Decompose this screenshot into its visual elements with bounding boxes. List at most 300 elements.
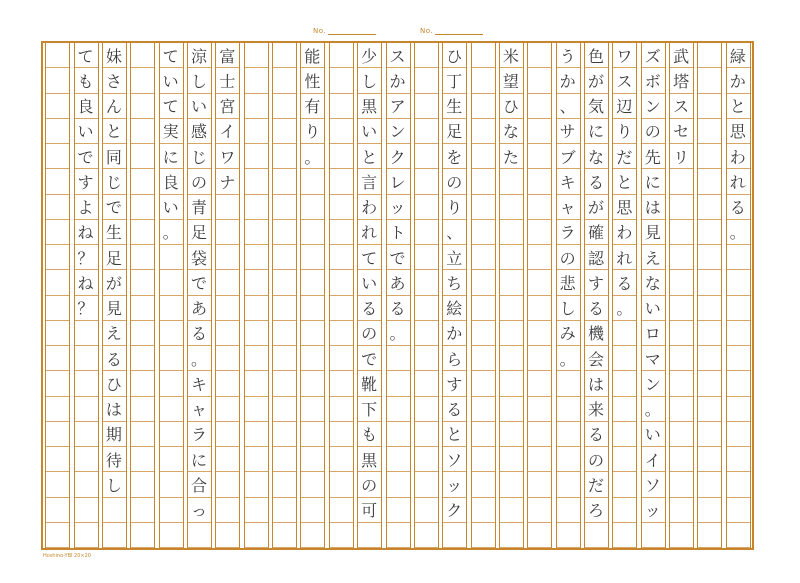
- grid-cell: [272, 119, 296, 144]
- column-rule: [471, 43, 472, 548]
- grid-cell: な: [641, 270, 665, 295]
- grid-cell: [612, 498, 636, 523]
- grid-cell: [215, 397, 239, 422]
- grid-cell: [527, 523, 551, 548]
- grid-cell: [300, 397, 324, 422]
- grid-cell: [244, 245, 268, 270]
- grid-cell: [697, 43, 721, 68]
- grid-cell: 絵: [442, 296, 466, 321]
- grid-cell: [272, 422, 296, 447]
- grid-cell: 可: [357, 498, 381, 523]
- grid-cell: 宮: [215, 94, 239, 119]
- grid-cell: 性: [300, 68, 324, 93]
- grid-cell: [527, 270, 551, 295]
- grid-cell: [669, 245, 693, 270]
- grid-cell: [159, 472, 183, 497]
- grid-cell: [499, 245, 523, 270]
- manuscript-column: [414, 43, 438, 548]
- grid-cell: [244, 422, 268, 447]
- grid-cell: [244, 371, 268, 396]
- grid-cell: ラ: [556, 220, 580, 245]
- grid-cell: [414, 397, 438, 422]
- grid-cell: [74, 346, 98, 371]
- grid-cell: リ: [669, 144, 693, 169]
- grid-cell: え: [102, 321, 126, 346]
- grid-cell: い: [357, 270, 381, 295]
- grid-cell: [215, 371, 239, 396]
- grid-cell: 足: [187, 220, 211, 245]
- grid-cell: 黒: [357, 94, 381, 119]
- grid-cell: [130, 245, 154, 270]
- grid-cell: [45, 472, 69, 497]
- grid-cell: [527, 43, 551, 68]
- grid-cell: ね: [74, 220, 98, 245]
- grid-cell: [45, 43, 69, 68]
- grid-cell: 。: [187, 346, 211, 371]
- column-rule: [126, 43, 127, 548]
- grid-cell: [45, 220, 69, 245]
- grid-cell: [612, 447, 636, 472]
- column-rule: [300, 43, 301, 548]
- grid-cell: [726, 422, 750, 447]
- grid-cell: の: [357, 321, 381, 346]
- grid-cell: ク: [386, 144, 410, 169]
- column-rule: [211, 43, 212, 548]
- manuscript-column: [612, 43, 636, 548]
- grid-cell: [329, 296, 353, 321]
- grid-cell: [669, 472, 693, 497]
- grid-cell: っ: [187, 498, 211, 523]
- grid-cell: い: [74, 119, 98, 144]
- grid-cell: [669, 169, 693, 194]
- grid-cell: [669, 422, 693, 447]
- manuscript-column: [726, 43, 750, 548]
- grid-cell: [386, 523, 410, 548]
- grid-cell: の: [442, 169, 466, 194]
- column-rule: [102, 43, 103, 548]
- grid-cell: [159, 447, 183, 472]
- column-rule: [495, 43, 496, 548]
- grid-cell: [499, 220, 523, 245]
- grid-cell: [272, 296, 296, 321]
- grid-cell: よ: [74, 195, 98, 220]
- grid-cell: ソ: [641, 472, 665, 497]
- grid-cell: [159, 498, 183, 523]
- grid-cell: ロ: [641, 321, 665, 346]
- grid-cell: [726, 447, 750, 472]
- grid-cell: [726, 498, 750, 523]
- grid-cell: [697, 447, 721, 472]
- grid-cell: [726, 523, 750, 548]
- grid-cell: [215, 447, 239, 472]
- grid-cell: ？: [74, 296, 98, 321]
- manuscript-grid: [43, 43, 752, 548]
- grid-cell: み: [556, 321, 580, 346]
- grid-cell: 、: [556, 94, 580, 119]
- grid-cell: [45, 195, 69, 220]
- column-rule: [636, 43, 637, 548]
- grid-cell: [612, 346, 636, 371]
- column-rule: [726, 43, 727, 548]
- grid-cell: て: [159, 43, 183, 68]
- grid-cell: [556, 422, 580, 447]
- grid-cell: [697, 270, 721, 295]
- column-rule: [329, 43, 330, 548]
- grid-cell: [414, 296, 438, 321]
- grid-cell: [386, 447, 410, 472]
- grid-cell: 青: [187, 195, 211, 220]
- grid-cell: [414, 68, 438, 93]
- grid-cell: [329, 220, 353, 245]
- grid-cell: か: [442, 321, 466, 346]
- grid-cell: [471, 119, 495, 144]
- grid-cell: [726, 270, 750, 295]
- grid-cell: も: [357, 422, 381, 447]
- grid-cell: [669, 270, 693, 295]
- grid-cell: り: [612, 119, 636, 144]
- grid-cell: [527, 296, 551, 321]
- grid-cell: 丁: [442, 68, 466, 93]
- grid-cell: [244, 144, 268, 169]
- grid-cell: [159, 321, 183, 346]
- grid-cell: [669, 498, 693, 523]
- grid-cell: 。: [641, 397, 665, 422]
- grid-cell: 。: [726, 220, 750, 245]
- grid-cell: し: [187, 68, 211, 93]
- header-field-2-label: No.: [420, 27, 434, 35]
- grid-cell: [414, 422, 438, 447]
- grid-cell: の: [187, 169, 211, 194]
- grid-cell: か: [726, 68, 750, 93]
- grid-cell: [244, 270, 268, 295]
- grid-cell: [272, 447, 296, 472]
- grid-cell: に: [159, 144, 183, 169]
- grid-cell: [471, 422, 495, 447]
- grid-cell: い: [641, 422, 665, 447]
- grid-cell: な: [499, 119, 523, 144]
- column-rule: [215, 43, 216, 548]
- grid-cell: [471, 523, 495, 548]
- grid-cell: [215, 195, 239, 220]
- manuscript-column: [527, 43, 551, 548]
- grid-cell: 言: [357, 169, 381, 194]
- grid-cell: [329, 43, 353, 68]
- manuscript-column: [386, 43, 410, 548]
- grid-cell: [471, 43, 495, 68]
- grid-cell: [499, 371, 523, 396]
- grid-cell: [527, 144, 551, 169]
- grid-cell: [697, 296, 721, 321]
- grid-cell: [471, 220, 495, 245]
- grid-cell: [329, 346, 353, 371]
- grid-cell: 涼: [187, 43, 211, 68]
- grid-cell: る: [584, 422, 608, 447]
- column-rule: [183, 43, 184, 548]
- grid-cell: り: [442, 195, 466, 220]
- manuscript-column: [499, 43, 523, 548]
- grid-cell: [45, 245, 69, 270]
- grid-cell: [329, 498, 353, 523]
- grid-cell: 感: [187, 119, 211, 144]
- header-field-2-line: [435, 34, 483, 35]
- grid-cell: [612, 523, 636, 548]
- grid-cell: で: [187, 270, 211, 295]
- grid-cell: [556, 447, 580, 472]
- grid-cell: [669, 523, 693, 548]
- grid-cell: [414, 195, 438, 220]
- grid-cell: る: [386, 296, 410, 321]
- grid-cell: [669, 397, 693, 422]
- grid-cell: [300, 447, 324, 472]
- grid-cell: [244, 43, 268, 68]
- grid-cell: 富: [215, 43, 239, 68]
- grid-cell: [329, 169, 353, 194]
- grid-cell: [74, 472, 98, 497]
- grid-cell: [272, 43, 296, 68]
- grid-cell: [527, 422, 551, 447]
- grid-cell: [697, 397, 721, 422]
- grid-cell: [556, 397, 580, 422]
- column-rule: [414, 43, 415, 548]
- column-rule: [159, 43, 160, 548]
- grid-cell: [471, 397, 495, 422]
- grid-cell: [471, 94, 495, 119]
- grid-cell: [329, 119, 353, 144]
- grid-cell: ス: [386, 43, 410, 68]
- grid-cell: 良: [159, 169, 183, 194]
- grid-cell: [499, 498, 523, 523]
- grid-cell: ひ: [442, 43, 466, 68]
- grid-cell: 武: [669, 43, 693, 68]
- grid-cell: [414, 346, 438, 371]
- grid-cell: [697, 94, 721, 119]
- grid-cell: と: [357, 144, 381, 169]
- grid-cell: [215, 472, 239, 497]
- grid-cell: ブ: [556, 144, 580, 169]
- column-rule: [438, 43, 439, 548]
- grid-cell: 緑: [726, 43, 750, 68]
- grid-cell: [499, 397, 523, 422]
- manuscript-column: [641, 43, 665, 548]
- grid-cell: ン: [641, 94, 665, 119]
- grid-cell: [697, 523, 721, 548]
- column-rule: [272, 43, 273, 548]
- grid-cell: [527, 220, 551, 245]
- grid-cell: れ: [357, 220, 381, 245]
- grid-cell: 袋: [187, 245, 211, 270]
- grid-cell: [414, 371, 438, 396]
- grid-cell: [471, 144, 495, 169]
- grid-cell: [527, 94, 551, 119]
- column-rule: [527, 43, 528, 548]
- grid-cell: [329, 472, 353, 497]
- grid-cell: な: [584, 144, 608, 169]
- grid-cell: [130, 195, 154, 220]
- column-rule: [324, 43, 325, 548]
- grid-cell: [300, 270, 324, 295]
- grid-cell: [527, 397, 551, 422]
- column-rule: [466, 43, 467, 548]
- column-rule: [357, 43, 358, 548]
- grid-cell: あ: [386, 270, 410, 295]
- grid-cell: [329, 422, 353, 447]
- grid-cell: 会: [584, 346, 608, 371]
- grid-cell: [45, 321, 69, 346]
- manuscript-column: [584, 43, 608, 548]
- grid-cell: 。: [612, 296, 636, 321]
- grid-cell: る: [102, 346, 126, 371]
- grid-cell: [272, 498, 296, 523]
- manuscript-column: [130, 43, 154, 548]
- grid-cell: [244, 321, 268, 346]
- column-rule: [239, 43, 240, 548]
- grid-cell: [527, 169, 551, 194]
- grid-cell: [130, 498, 154, 523]
- grid-cell: [726, 245, 750, 270]
- grid-cell: 能: [300, 43, 324, 68]
- grid-cell: [45, 144, 69, 169]
- grid-cell: [726, 397, 750, 422]
- grid-cell: 来: [584, 397, 608, 422]
- grid-cell: [329, 245, 353, 270]
- grid-cell: [697, 346, 721, 371]
- grid-cell: か: [386, 68, 410, 93]
- grid-cell: と: [102, 119, 126, 144]
- grid-cell: 気: [584, 94, 608, 119]
- grid-cell: [130, 321, 154, 346]
- grid-cell: 。: [159, 220, 183, 245]
- grid-cell: 。: [386, 321, 410, 346]
- grid-cell: [697, 472, 721, 497]
- grid-cell: ッ: [442, 472, 466, 497]
- grid-cell: [159, 346, 183, 371]
- grid-cell: [442, 523, 466, 548]
- grid-cell: で: [74, 144, 98, 169]
- grid-cell: [187, 523, 211, 548]
- column-rule: [130, 43, 131, 548]
- grid-cell: [556, 472, 580, 497]
- grid-cell: 生: [442, 94, 466, 119]
- grid-cell: [386, 346, 410, 371]
- grid-cell: [45, 68, 69, 93]
- grid-cell: 足: [442, 119, 466, 144]
- grid-cell: [471, 195, 495, 220]
- column-rule: [697, 43, 698, 548]
- grid-cell: [669, 220, 693, 245]
- grid-cell: も: [74, 68, 98, 93]
- grid-cell: [669, 321, 693, 346]
- grid-cell: ク: [442, 498, 466, 523]
- grid-cell: [244, 397, 268, 422]
- manuscript-column: [556, 43, 580, 548]
- grid-cell: で: [102, 195, 126, 220]
- grid-cell: は: [584, 371, 608, 396]
- grid-cell: [527, 245, 551, 270]
- grid-cell: さ: [102, 68, 126, 93]
- grid-cell: [612, 397, 636, 422]
- grid-cell: [45, 270, 69, 295]
- grid-cell: [414, 321, 438, 346]
- grid-cell: 機: [584, 321, 608, 346]
- header-field-2: [420, 27, 483, 35]
- grid-cell: [159, 422, 183, 447]
- grid-cell: [244, 296, 268, 321]
- grid-cell: [669, 371, 693, 396]
- grid-cell: [386, 498, 410, 523]
- grid-cell: [584, 523, 608, 548]
- grid-cell: 。: [556, 346, 580, 371]
- grid-cell: の: [641, 119, 665, 144]
- column-rule: [410, 43, 411, 548]
- grid-cell: [272, 270, 296, 295]
- grid-cell: り: [300, 119, 324, 144]
- grid-cell: わ: [357, 195, 381, 220]
- grid-cell: [130, 220, 154, 245]
- grid-cell: [499, 169, 523, 194]
- grid-cell: [159, 397, 183, 422]
- grid-cell: [414, 472, 438, 497]
- grid-cell: て: [159, 94, 183, 119]
- grid-cell: 思: [612, 195, 636, 220]
- grid-cell: の: [357, 472, 381, 497]
- grid-cell: [45, 296, 69, 321]
- grid-cell: [45, 397, 69, 422]
- grid-cell: [130, 447, 154, 472]
- column-rule: [612, 43, 613, 548]
- grid-cell: [130, 472, 154, 497]
- grid-cell: [130, 371, 154, 396]
- manuscript-column: [471, 43, 495, 548]
- grid-cell: [612, 371, 636, 396]
- grid-cell: [471, 245, 495, 270]
- grid-cell: [527, 472, 551, 497]
- grid-cell: [612, 321, 636, 346]
- grid-cell: [697, 371, 721, 396]
- grid-cell: れ: [612, 245, 636, 270]
- column-rule: [641, 43, 642, 548]
- grid-cell: [612, 472, 636, 497]
- manuscript-column: [244, 43, 268, 548]
- grid-cell: [499, 422, 523, 447]
- grid-cell: い: [159, 195, 183, 220]
- grid-cell: [556, 371, 580, 396]
- grid-cell: だ: [584, 472, 608, 497]
- grid-cell: [300, 245, 324, 270]
- grid-cell: て: [357, 245, 381, 270]
- grid-cell: [329, 94, 353, 119]
- grid-cell: [556, 523, 580, 548]
- grid-cell: [74, 397, 98, 422]
- manuscript-column: [102, 43, 126, 548]
- grid-cell: 実: [159, 119, 183, 144]
- grid-cell: と: [726, 94, 750, 119]
- grid-cell: [329, 321, 353, 346]
- grid-cell: 有: [300, 94, 324, 119]
- grid-cell: [471, 68, 495, 93]
- grid-cell: [726, 371, 750, 396]
- grid-cell: は: [102, 397, 126, 422]
- column-rule: [154, 43, 155, 548]
- grid-cell: [669, 346, 693, 371]
- grid-cell: [414, 119, 438, 144]
- grid-cell: セ: [669, 119, 693, 144]
- grid-cell: す: [74, 169, 98, 194]
- manuscript-column: [272, 43, 296, 548]
- grid-cell: か: [556, 68, 580, 93]
- grid-cell: ワ: [612, 43, 636, 68]
- grid-cell: じ: [102, 169, 126, 194]
- grid-cell: [329, 195, 353, 220]
